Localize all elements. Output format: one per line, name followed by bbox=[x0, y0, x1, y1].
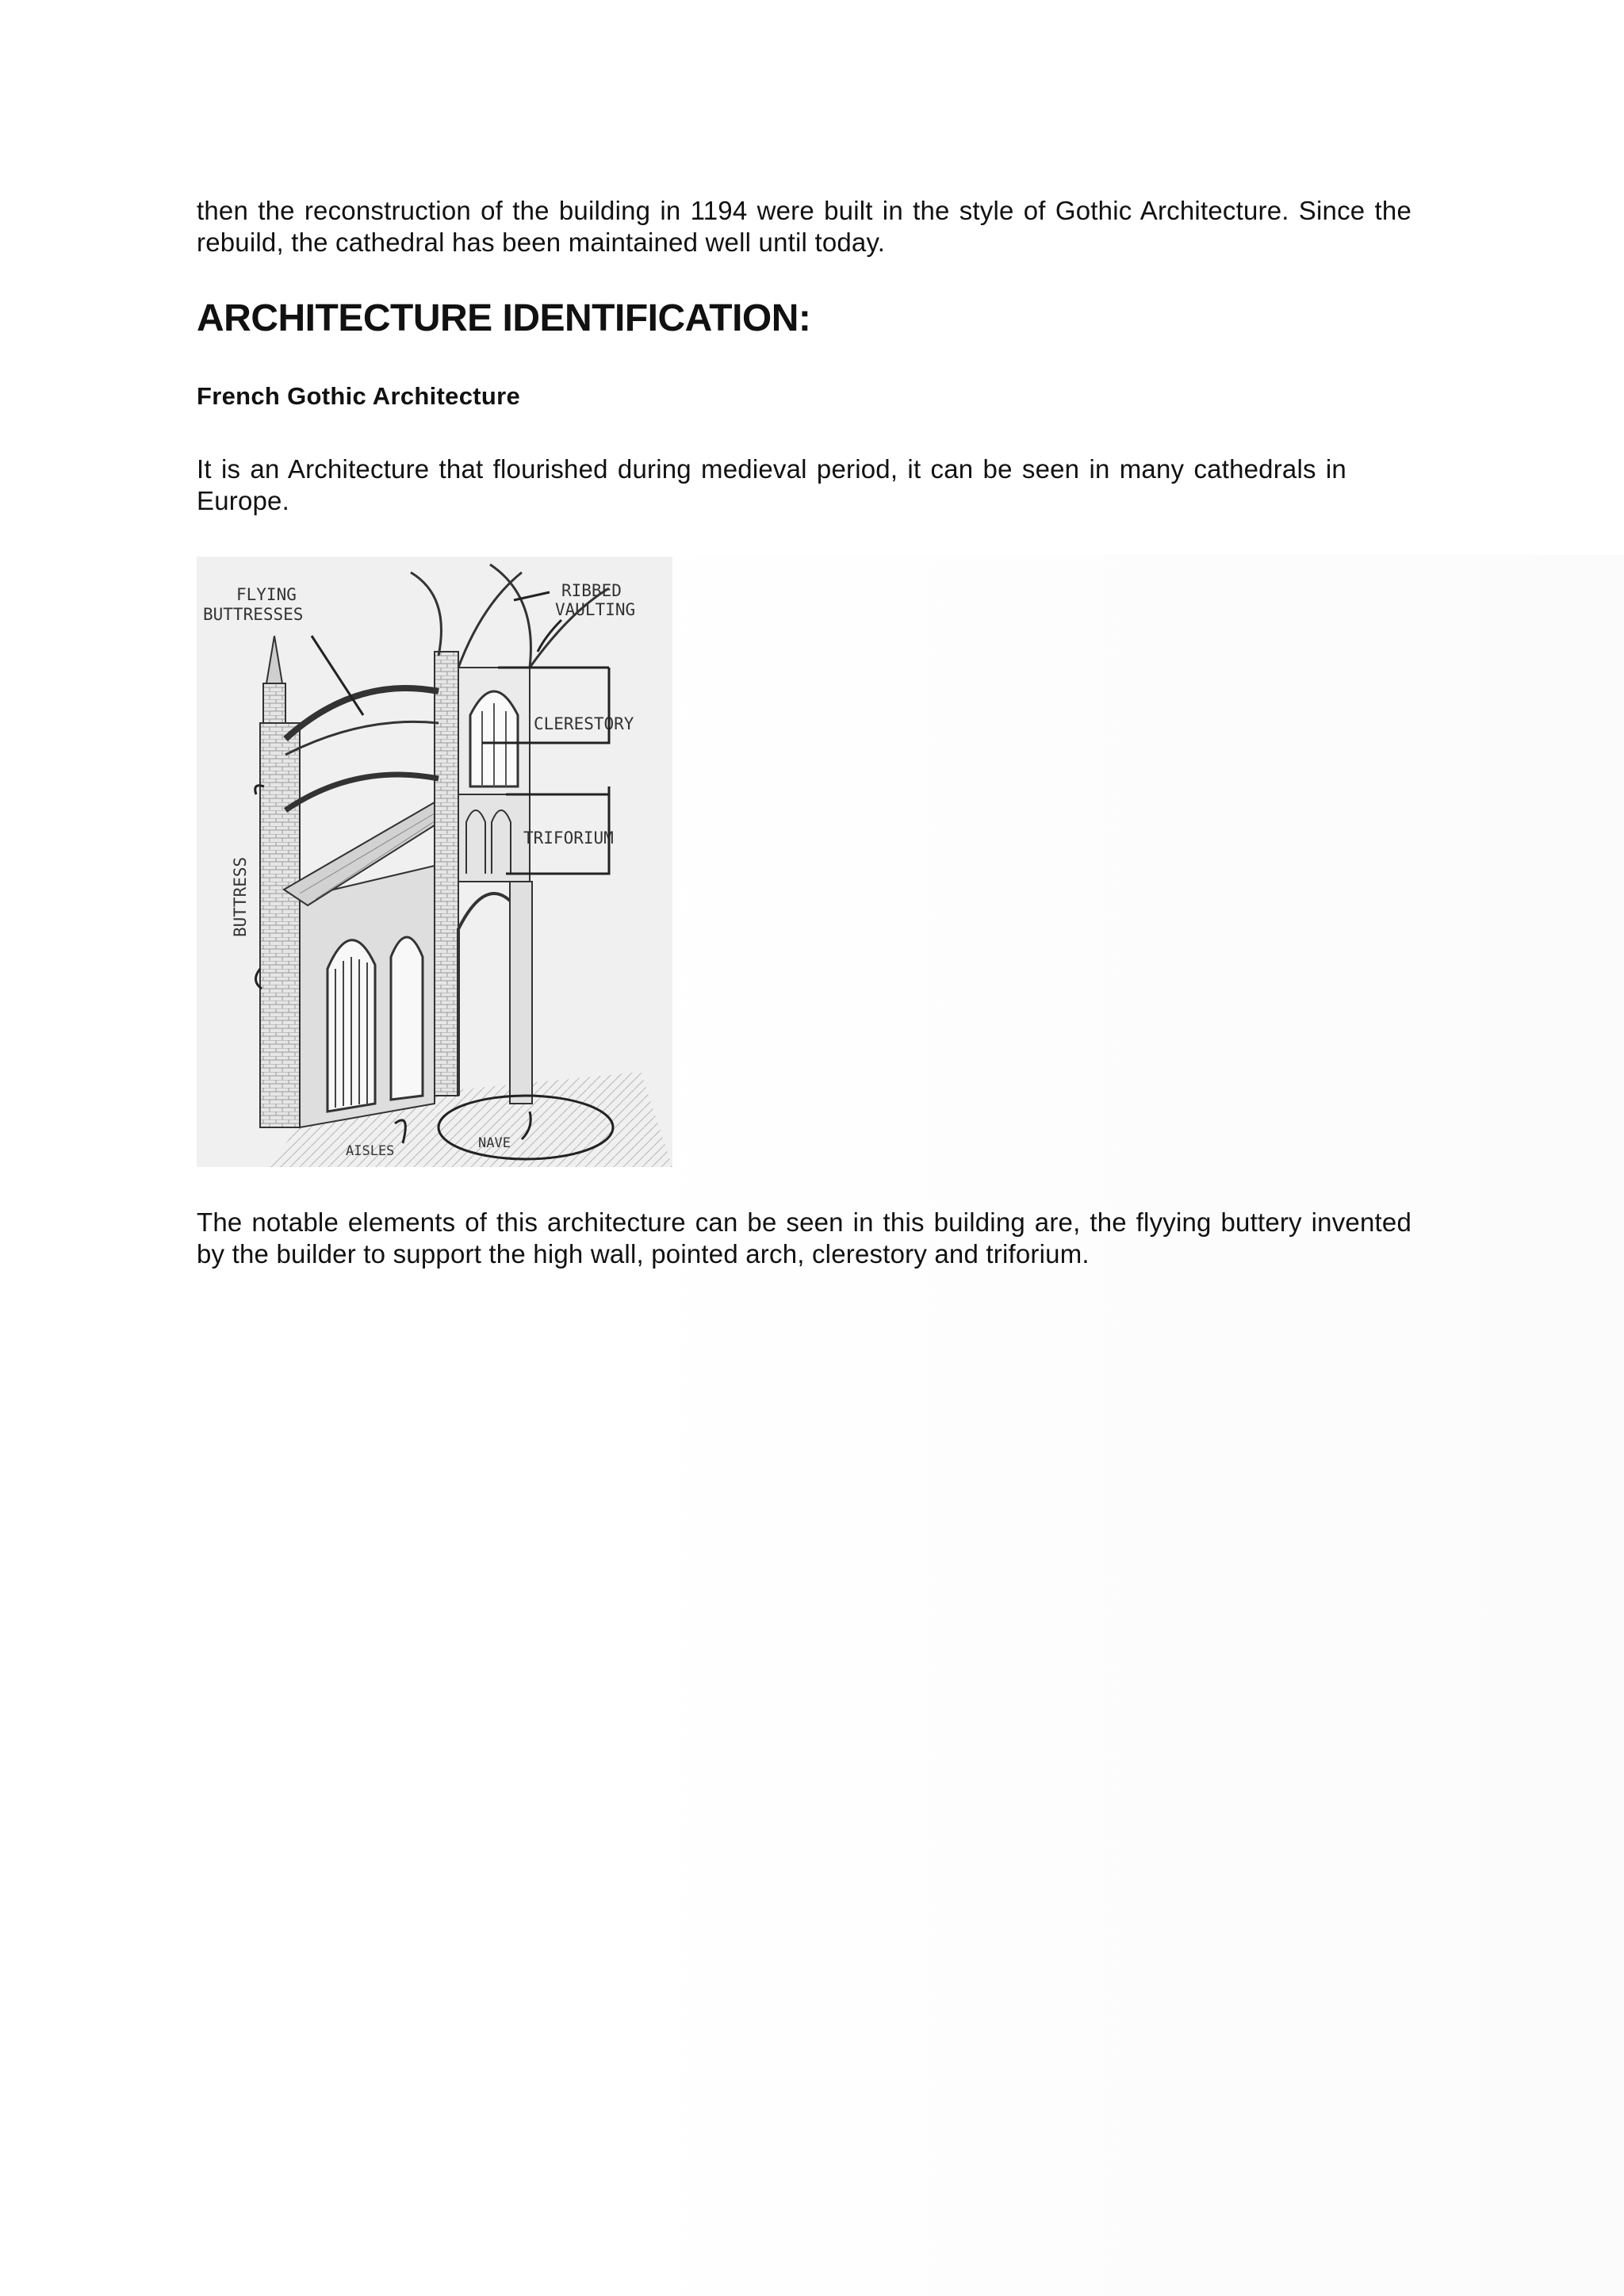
label-nave: NAVE bbox=[478, 1135, 511, 1151]
label-clerestory: CLERESTORY bbox=[534, 714, 634, 733]
section-heading: ARCHITECTURE IDENTIFICATION: bbox=[197, 297, 811, 339]
intro-block bbox=[197, 195, 1411, 258]
label-ribbed: RIBBED bbox=[561, 581, 622, 600]
label-vaulting: VAULTING bbox=[555, 600, 636, 619]
label-triforium: TRIFORIUM bbox=[523, 828, 614, 848]
page-shading bbox=[603, 555, 1624, 2296]
definition-paragraph: It is an Architecture that flourished during medieval period, it can be seen in many cathedrals in Europe. bbox=[197, 454, 1346, 515]
gothic-cathedral-diagram bbox=[197, 557, 672, 1167]
cathedral-section-drawing bbox=[197, 557, 672, 1167]
section-subheading: French Gothic Architecture bbox=[197, 382, 520, 410]
label-buttress: BUTTRESS bbox=[231, 856, 250, 937]
label-aisles: AISLES bbox=[346, 1143, 395, 1159]
elements-paragraph: The notable elements of this architecture can be seen in this building are, the flyying buttery invented by the builder to support the high wall, pointed arch, clerestory and triforium. bbox=[197, 1207, 1411, 1269]
label-flying: FLYING bbox=[236, 585, 297, 604]
label-buttresses: BUTTRESSES bbox=[203, 605, 304, 624]
intro-paragraph: then the reconstruction of the building in 1194 were built in the style of Gothic Architecture. Since the rebuild, the cathedral has been maintained well until today. bbox=[197, 196, 1411, 257]
